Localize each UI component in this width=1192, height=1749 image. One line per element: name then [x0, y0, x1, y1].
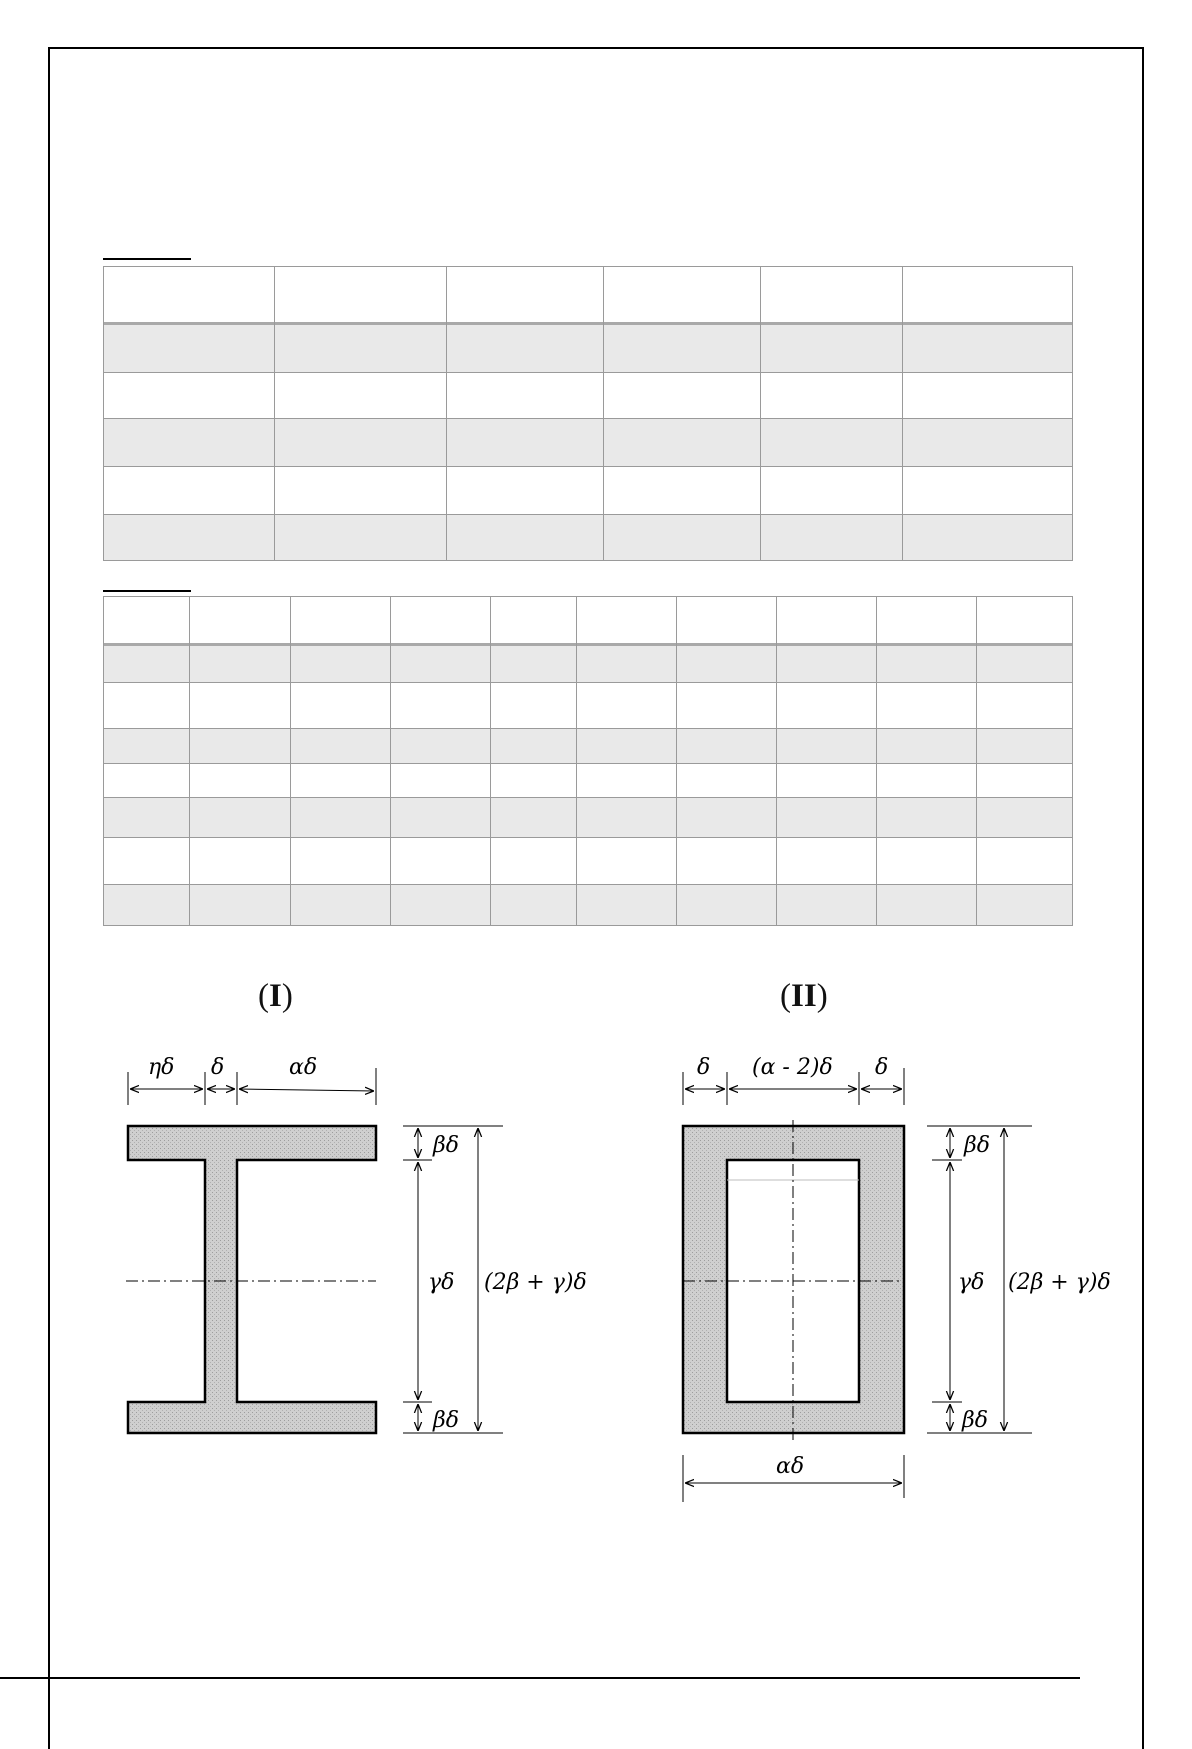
- box-section: [683, 1120, 904, 1440]
- dim-gamma-delta: γδ: [428, 1270, 455, 1295]
- dim-delta-right: δ: [875, 1055, 889, 1080]
- i-beam-section: [126, 1126, 376, 1433]
- dim-eta-delta: ηδ: [148, 1055, 175, 1080]
- figure-2-label: (II): [780, 978, 828, 1014]
- figure-1-label: (I): [258, 978, 293, 1014]
- dim-gamma-delta-2: γδ: [958, 1270, 985, 1295]
- dim-total-height-2: (2β + γ)δ: [1008, 1270, 1111, 1295]
- dim-alpha-minus-2-delta: (α - 2)δ: [752, 1055, 833, 1080]
- dim-alpha-delta-bottom: αδ: [776, 1454, 805, 1479]
- dim-beta-delta-bottom: βδ: [433, 1408, 459, 1433]
- dim-beta-delta-bottom-2: βδ: [962, 1408, 988, 1433]
- dim-delta-left: δ: [697, 1055, 711, 1080]
- dim-beta-delta-top-2: βδ: [964, 1133, 990, 1158]
- dim-alpha-delta: αδ: [289, 1055, 318, 1080]
- footer-rule: [0, 1677, 1080, 1679]
- dim-beta-delta-top: βδ: [433, 1133, 459, 1158]
- dim-delta: δ: [211, 1055, 225, 1080]
- dim-total-height: (2β + γ)δ: [484, 1270, 587, 1295]
